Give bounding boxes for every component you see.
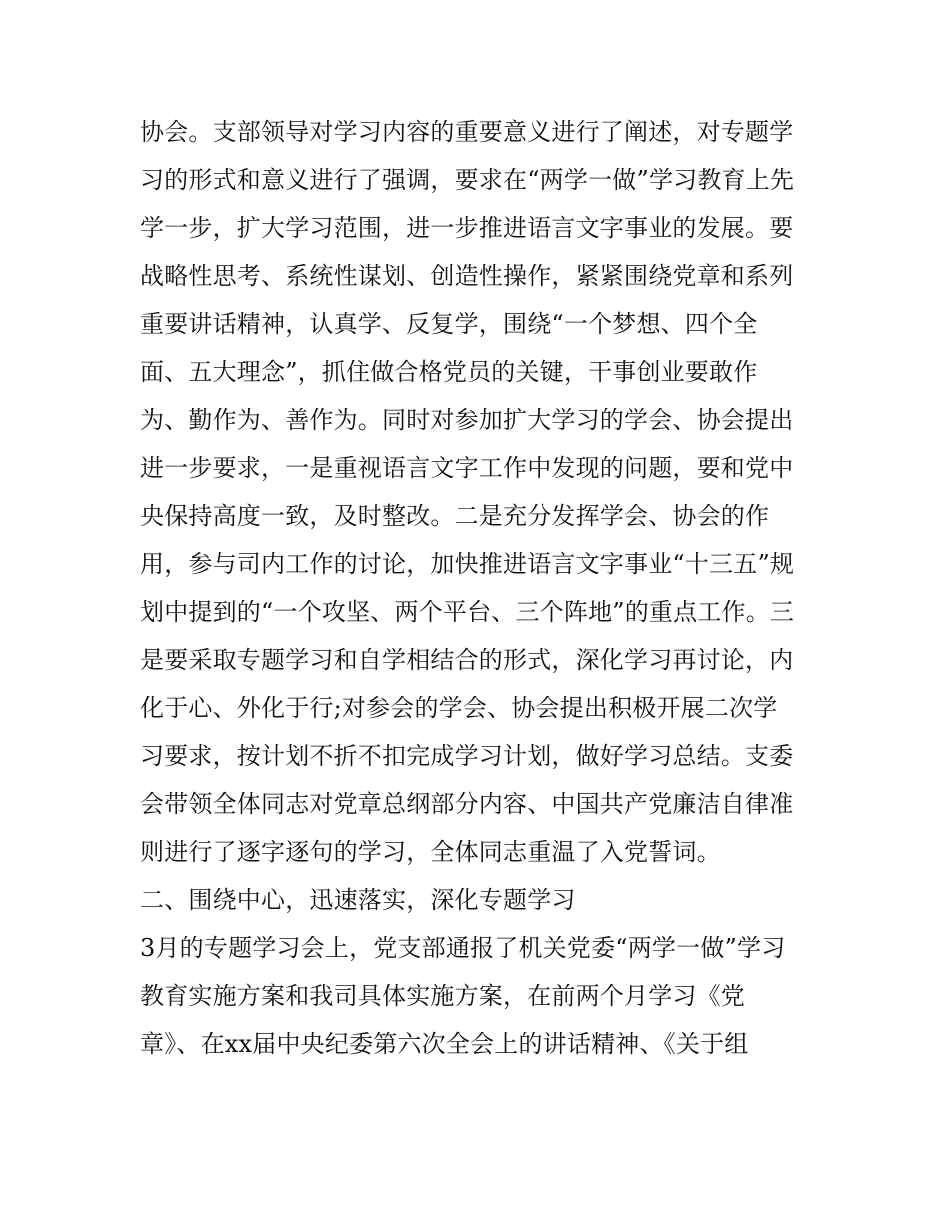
text-line: 面、五大理念”，抓住做合格党员的关键，干事创业要敢作 xyxy=(140,358,758,386)
text-line: 是要采取专题学习和自学相结合的形式，深化学习再讨论，内 xyxy=(140,646,794,674)
text-line: 用，参与司内工作的讨论，加快推进语言文字事业“十三五”规 xyxy=(140,550,795,578)
section-heading: 二、围绕中心，迅速落实，深化专题学习 xyxy=(140,886,576,914)
text-line: 3月的专题学习会上，党支部通报了机关党委“两学一做”学习 xyxy=(140,934,786,962)
text-line: 则进行了逐字逐句的学习，全体同志重温了入党誓词。 xyxy=(140,838,721,866)
text-line: 学一步，扩大学习范围，进一步推进语言文字事业的发展。要 xyxy=(140,214,794,242)
text-line: 习要求，按计划不折不扣完成学习计划，做好学习总结。支委 xyxy=(140,742,794,770)
text-line: 为、勤作为、善作为。同时对参加扩大学习的学会、协会提出 xyxy=(140,406,794,434)
text-line: 重要讲话精神，认真学、反复学，围绕“一个梦想、四个全 xyxy=(140,310,758,338)
text-line: 习的形式和意义进行了强调，要求在“两学一做”学习教育上先 xyxy=(140,166,795,194)
document-body xyxy=(140,108,830,1068)
text-line: 进一步要求，一是重视语言文字工作中发现的问题，要和党中 xyxy=(140,454,794,482)
text-line: 划中提到的“一个攻坚、两个平台、三个阵地”的重点工作。三 xyxy=(140,598,795,626)
text-line: 战略性思考、系统性谋划、创造性操作，紧紧围绕党章和系列 xyxy=(140,262,794,290)
text-line: 协会。支部领导对学习内容的重要意义进行了阐述，对专题学 xyxy=(140,118,794,146)
text-line: 教育实施方案和我司具体实施方案，在前两个月学习《党 xyxy=(140,982,745,1010)
text-line: 会带领全体同志对党章总纲部分内容、中国共产党廉洁自律准 xyxy=(140,790,794,818)
text-line: 章》、在xx届中央纪委第六次全会上的讲话精神、《关于组 xyxy=(140,1030,749,1058)
text-line: 化于心、外化于行;对参会的学会、协会提出积极开展二次学 xyxy=(140,694,778,722)
text-line: 央保持高度一致，及时整改。二是充分发挥学会、协会的作 xyxy=(140,502,770,530)
